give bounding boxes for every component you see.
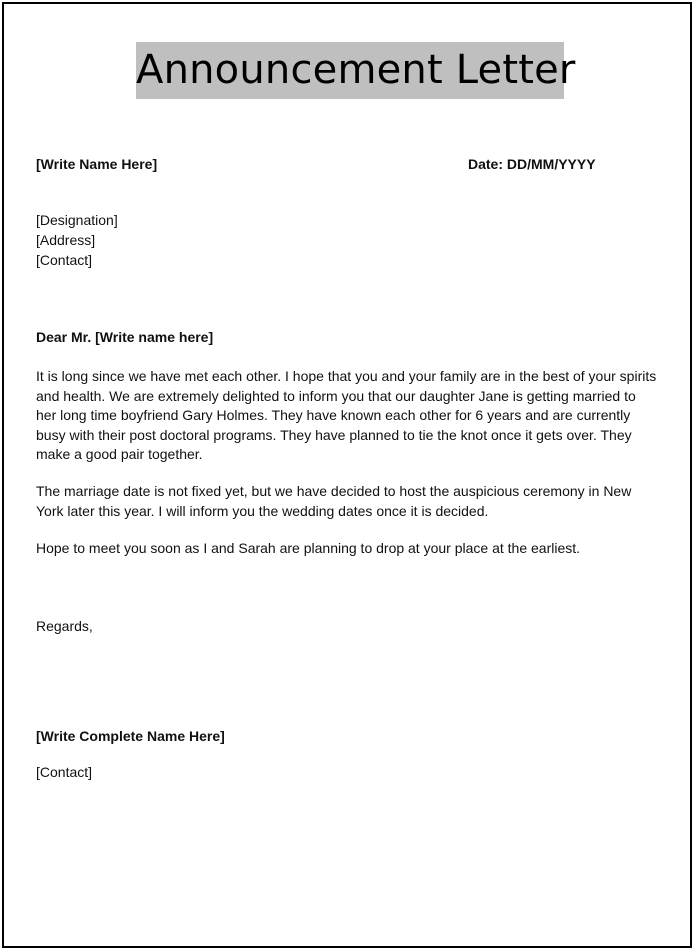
paragraph-text: Hope to meet you soon as I and Sarah are planning to drop at your place at the earliest. xyxy=(36,540,581,556)
sender-name: [Write Name Here] xyxy=(36,156,158,172)
salutation: Dear Mr. [Write name here] xyxy=(36,329,214,345)
body-paragraph-2 xyxy=(36,482,658,521)
sender-address: [Address] xyxy=(36,232,96,248)
closing: Regards, xyxy=(36,618,93,634)
letter-page xyxy=(2,2,692,948)
paragraph-text: The marriage date is not fixed yet, but we have decided to host the auspicious ceremony in New York later this year. I will inform you the wedding dates once it is decided. xyxy=(36,483,632,519)
sender-contact: [Contact] xyxy=(36,252,93,268)
letter-title: Announcement Letter xyxy=(136,42,564,99)
signature-name: [Write Complete Name Here] xyxy=(36,728,225,744)
letter-date: Date: DD/MM/YYYY xyxy=(468,156,596,172)
body-paragraph-3 xyxy=(36,539,658,559)
signature-contact: [Contact] xyxy=(36,764,93,780)
paragraph-text: It is long since we have met each other. I hope that you and your family are in the best of your spirits and health. We are extremely delighted to inform you that our daughter Jane is getting married to her long time boyfriend Gary Holmes. They have known each other for 6 years and are currently busy with their post doctoral programs. They have planned to tie the knot once it gets over. They make a good pair together. xyxy=(36,368,657,462)
sender-designation: [Designation] xyxy=(36,212,118,228)
body-paragraph-1 xyxy=(36,367,658,465)
